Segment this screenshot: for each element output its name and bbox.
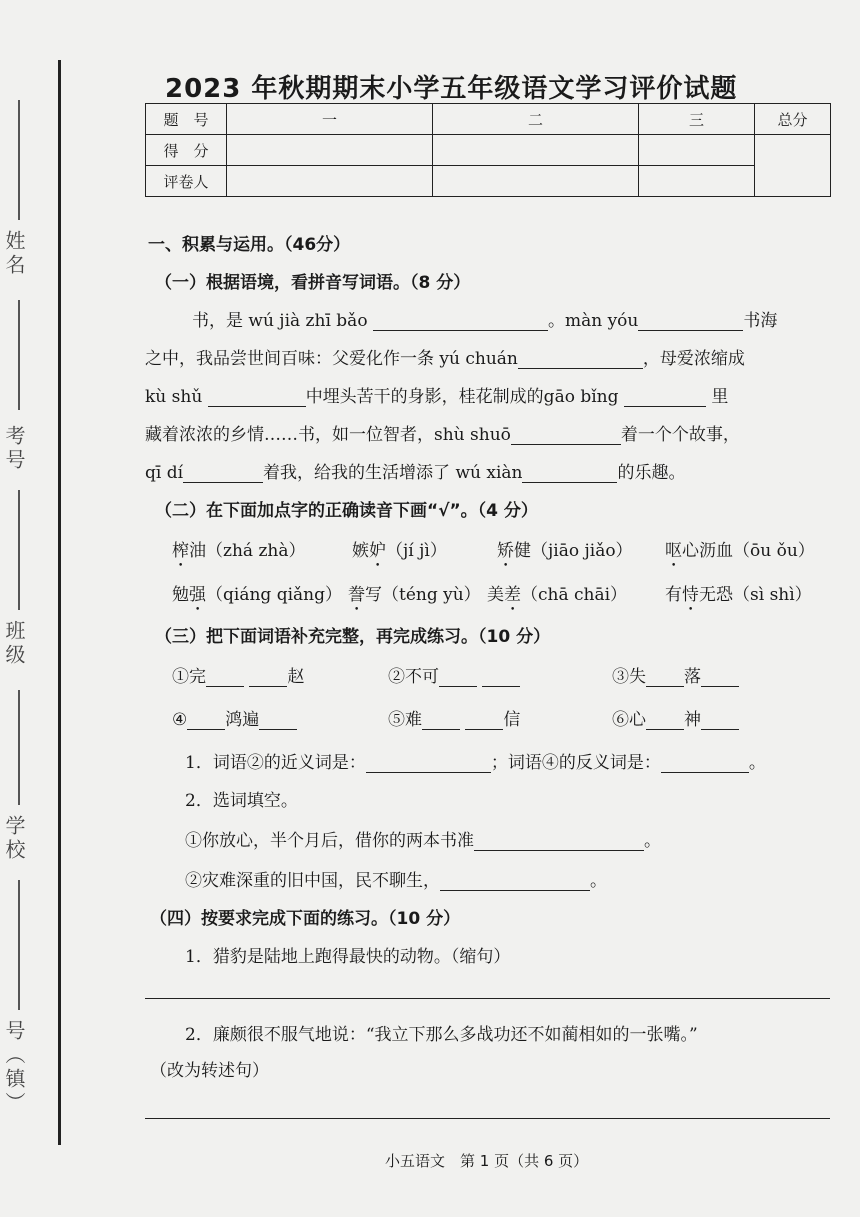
antonym-blank[interactable] [661,754,749,773]
part-1-heading: （一）根据语境，看拼音写词语。（8 分） [155,273,471,293]
part-1-line-2 [145,344,745,369]
idiom-blank[interactable] [206,668,244,687]
blank-wuxian[interactable] [522,464,617,483]
idiom-blank[interactable] [701,668,739,687]
part-4-question-1: 1．猎豹是陆地上跑得最快的动物。（缩句） [185,947,511,967]
blank-gaobing[interactable] [624,388,706,407]
p1-text: 着一个个故事， [620,425,740,445]
sidebar-number-label: 考号 [2,425,26,473]
fill-blank-1[interactable] [474,832,644,851]
grader-cell-2[interactable] [433,166,639,197]
p1-text: 里 [711,387,729,407]
idiom-blank[interactable] [465,711,503,730]
part-4-question-2: 2．廉颇很不服气地说：“我立下那么多战功还不如蔺相如的一张嘴。” [185,1025,698,1045]
idiom-6: ⑥心 神 [612,705,739,730]
part-3-heading: （三）把下面词语补充完整，再完成练习。（10 分） [155,627,551,647]
part-4-question-2-instruction: （改为转述句） [150,1061,269,1081]
part-4-heading: （四）按要求完成下面的练习。（10 分） [150,909,461,929]
idiom-blank[interactable] [646,668,684,687]
col-header-3: 三 [639,104,755,135]
score-cell-1[interactable] [227,135,433,166]
idiom-5: ⑤难 信 [388,710,521,730]
sidebar-name-rule [18,100,20,220]
exam-title: 2023 年秋期期末小学五年级语文学习评价试题 [165,74,738,104]
row-label-grader: 评卷人 [146,166,227,197]
p1-text: 中埋头苦干的身影，桂花制成的gāo bǐng [305,387,619,407]
answer-line-1[interactable] [145,998,830,999]
fill-sentence-2: ②灾难深重的旧中国，民不聊生， 。 [185,871,607,891]
pron-item[interactable]: 呕心沥血（ōu ǒu） [665,541,815,561]
p1-text: 之中，我品尝世间百味：父爱化作一条 yú chuán [145,349,518,369]
p1-text: qī dí [145,463,184,483]
section-1-heading: 一、积累与运用。（46分） [148,235,351,255]
p1-text: ，母爱浓缩成 [642,349,745,369]
idiom-blank[interactable] [646,711,684,730]
col-header-total: 总分 [755,104,831,135]
col-header-1: 一 [227,104,433,135]
fill-sentence-1: ①你放心，半个月后，借你的两本书准 。 [185,831,661,851]
sidebar-name-label: 姓名 [2,230,26,278]
blank-wujiazhibao[interactable] [373,312,548,331]
idiom-2: ②不可 [388,662,520,687]
sidebar-class-label: 班级 [2,620,26,668]
idiom-blank[interactable] [422,711,460,730]
idiom-blank[interactable] [439,668,477,687]
pron-item[interactable]: 勉强（qiáng qiǎng） [172,585,342,605]
sidebar-number-rule [18,300,20,410]
pron-item[interactable]: 誊写（téng yù） [348,585,481,605]
idiom-blank[interactable] [249,668,287,687]
part-3-question-2: 2．选词填空。 [185,791,298,811]
blank-qidi[interactable] [183,464,263,483]
p1-text: 。màn yóu [547,311,639,331]
synonym-blank[interactable] [366,754,491,773]
p1-text: 藏着浓浓的乡情……书，如一位智者，shù shuō [145,425,511,445]
p1-text: 书，是 wú jià zhī bǎo [192,311,368,331]
grader-cell-1[interactable] [227,166,433,197]
idiom-blank[interactable] [701,711,739,730]
score-cell-total[interactable] [755,135,831,197]
p1-text: 书海 [743,311,778,331]
score-cell-3[interactable] [639,135,755,166]
blank-manyou[interactable] [638,312,743,331]
binding-line [58,60,61,1145]
answer-line-2[interactable] [145,1118,830,1119]
row-label-score: 得 分 [146,135,227,166]
sidebar-school-label: 学校 [2,815,26,863]
sidebar-class-rule [18,490,20,610]
sidebar-seat-label: 号（镇） [2,1020,26,1116]
idiom-3: ③失 落 [612,662,739,687]
idiom-4: ④ 鸿遍 [172,705,297,730]
blank-kushu[interactable] [208,388,306,407]
pron-item[interactable]: 有恃无恐（sì shì） [665,585,812,605]
pron-item[interactable]: 美差（chā chāi） [487,585,628,605]
pron-item[interactable]: 嫉妒（jí jì） [352,541,447,561]
idiom-1: ①完 赵 [172,667,305,687]
sidebar-school-rule [18,690,20,805]
sidebar-seat-rule [18,880,20,1010]
idiom-blank[interactable] [259,711,297,730]
col-header-2: 二 [433,104,639,135]
pron-item[interactable]: 榨油（zhá zhà） [172,541,306,561]
part-1-line-3 [145,382,728,407]
fill-blank-2[interactable] [440,872,590,891]
part-1-line-5 [145,458,685,483]
p1-text: kù shǔ [145,387,203,407]
idiom-blank[interactable] [187,711,225,730]
p1-text: 着我，给我的生活增添了 wú xiàn [263,463,523,483]
p1-text: 的乐趣。 [617,463,686,483]
part-2-heading: （二）在下面加点字的正确读音下画“√”。（4 分） [155,501,538,521]
score-cell-2[interactable] [433,135,639,166]
row-label-number: 题 号 [146,104,227,135]
blank-shushuo[interactable] [511,426,621,445]
blank-yuchuan[interactable] [518,350,643,369]
pron-item[interactable]: 矫健（jiāo jiǎo） [497,541,633,561]
part-1-line-1 [192,306,777,331]
part-3-question-1: 1．词语②的近义词是： ；词语④的反义词是： 。 [185,753,766,773]
score-table [145,103,831,197]
page-footer: 小五语文 第 1 页（共 6 页） [385,1152,589,1170]
idiom-blank[interactable] [482,668,520,687]
part-1-line-4 [145,420,740,445]
grader-cell-3[interactable] [639,166,755,197]
